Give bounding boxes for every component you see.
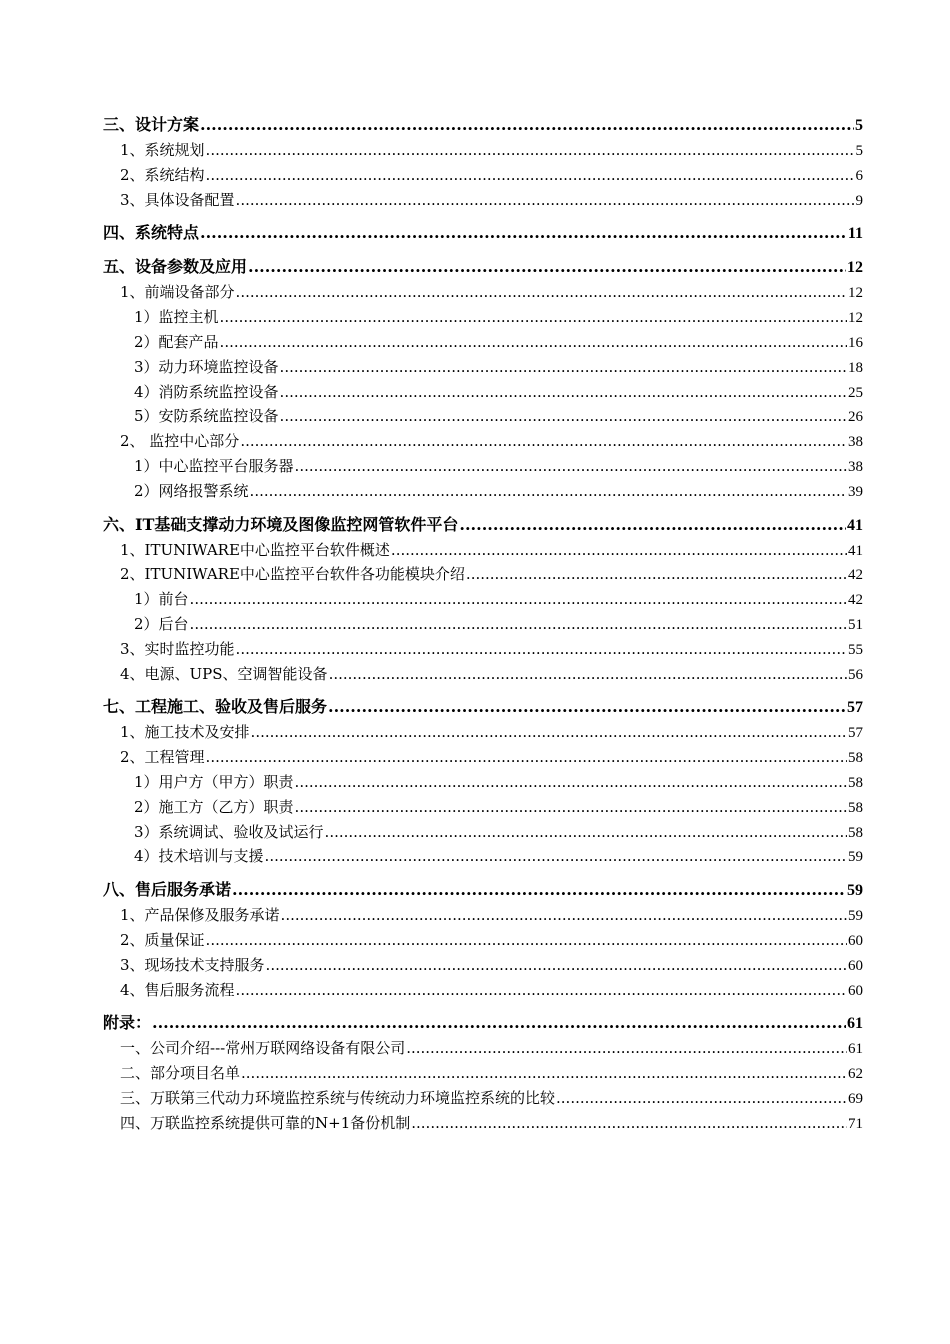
toc-page-number: 71 <box>848 1115 863 1132</box>
toc-entry-title: 2）后台 <box>134 614 189 633</box>
toc-dot-leader <box>190 612 847 637</box>
toc-entry[interactable] <box>103 694 863 720</box>
toc-dot-leader <box>325 820 847 845</box>
toc-entry[interactable] <box>103 404 863 429</box>
toc-entry-title: 4、售后服务流程 <box>120 980 235 999</box>
toc-dot-leader <box>280 380 847 405</box>
toc-entry-title: 八、售后服务承诺 <box>103 880 232 900</box>
toc-page-number: 58 <box>848 774 863 791</box>
toc-entry-title: 1）前台 <box>134 590 189 609</box>
toc-entry[interactable] <box>103 1111 863 1136</box>
toc-page-number: 26 <box>848 409 863 426</box>
toc-entry-title: 2、ITUNIWARE中心监控平台软件各功能模块介绍 <box>120 565 465 584</box>
toc-entry[interactable] <box>103 720 863 745</box>
toc-entry-title: 一、公司介绍---常州万联网络设备有限公司 <box>120 1039 406 1058</box>
toc-entry[interactable] <box>103 280 863 305</box>
toc-entry[interactable] <box>103 1061 863 1086</box>
toc-entry-title: 六、IT基础支撑动力环境及图像监控网管软件平台 <box>103 514 459 534</box>
toc-page-number: 5 <box>855 117 863 134</box>
toc-entry-title: 1、系统规划 <box>120 141 205 159</box>
toc-dot-leader <box>295 770 847 795</box>
toc-dot-leader <box>329 662 847 687</box>
toc-entry-title: 1）用户方（甲方）职责 <box>134 772 294 791</box>
toc-page-number: 59 <box>848 849 863 866</box>
toc-entry-title: 三、设计方案 <box>103 115 200 134</box>
toc-dot-leader <box>236 637 847 662</box>
toc-entry-title: 2）配套产品 <box>134 332 219 351</box>
toc-page-number: 59 <box>848 908 863 925</box>
toc-page-number: 41 <box>848 542 863 559</box>
toc-page-number: 18 <box>848 359 863 376</box>
toc-dot-leader <box>248 254 846 280</box>
toc-entry-title: 2、工程管理 <box>120 748 205 767</box>
toc-dot-leader <box>250 479 847 504</box>
toc-entry-title: 二、部分项目名单 <box>120 1064 241 1083</box>
table-of-contents <box>103 112 863 1136</box>
toc-entry-title: 1）监控主机 <box>134 308 219 327</box>
toc-entry-title: 2）网络报警系统 <box>134 481 249 500</box>
toc-entry-title: 3、具体设备配置 <box>120 190 235 209</box>
toc-page-number: 59 <box>847 882 863 900</box>
toc-entry[interactable] <box>103 380 863 405</box>
toc-entry-title: 3）动力环境监控设备 <box>134 357 279 376</box>
toc-entry-title: 1）中心监控平台服务器 <box>134 456 294 475</box>
toc-page-number: 69 <box>848 1090 863 1107</box>
toc-entry[interactable] <box>103 1036 863 1061</box>
toc-dot-leader <box>206 745 847 770</box>
toc-dot-leader <box>206 163 855 188</box>
toc-entry-title: 1、产品保修及服务承诺 <box>120 906 280 925</box>
toc-dot-leader <box>206 138 855 163</box>
toc-entry-title: 附录： <box>103 1013 152 1033</box>
toc-page-number: 57 <box>848 725 863 742</box>
toc-dot-leader <box>280 355 847 380</box>
toc-page-number: 60 <box>848 932 863 949</box>
toc-page-number: 55 <box>848 641 863 658</box>
toc-entry[interactable] <box>103 330 863 355</box>
toc-dot-leader <box>265 844 847 869</box>
toc-entry[interactable] <box>103 953 863 978</box>
toc-entry[interactable] <box>103 820 863 845</box>
toc-dot-leader <box>281 903 847 928</box>
toc-entry-title: 七、工程施工、验收及售后服务 <box>103 697 328 717</box>
toc-dot-leader <box>232 877 846 903</box>
toc-page-number: 38 <box>848 458 863 475</box>
toc-page-number: 25 <box>848 384 863 401</box>
toc-entry[interactable] <box>103 538 863 563</box>
toc-entry-title: 五、设备参数及应用 <box>103 257 248 277</box>
toc-page-number: 41 <box>847 516 863 534</box>
toc-entry-title: 1、前端设备部分 <box>120 283 235 302</box>
toc-entry[interactable] <box>103 355 863 380</box>
toc-entry[interactable] <box>103 112 863 138</box>
toc-dot-leader <box>236 188 855 213</box>
toc-page-number: 9 <box>855 192 863 209</box>
toc-dot-leader <box>241 1061 847 1086</box>
toc-entry[interactable] <box>103 637 863 662</box>
toc-entry[interactable] <box>103 903 863 928</box>
toc-entry[interactable] <box>103 454 863 479</box>
toc-entry[interactable] <box>103 928 863 953</box>
toc-dot-leader <box>556 1086 847 1111</box>
toc-page-number: 42 <box>848 592 863 609</box>
toc-entry-title: 2、 监控中心部分 <box>120 432 240 451</box>
toc-entry[interactable] <box>103 220 863 246</box>
toc-dot-leader <box>190 587 847 612</box>
toc-dot-leader <box>220 305 847 330</box>
toc-page-number: 56 <box>848 666 863 683</box>
toc-page-number: 60 <box>848 957 863 974</box>
toc-entry[interactable] <box>103 745 863 770</box>
toc-dot-leader <box>200 220 847 246</box>
toc-page-number: 39 <box>848 483 863 500</box>
toc-entry[interactable] <box>103 429 863 454</box>
toc-entry-title: 2、质量保证 <box>120 930 205 949</box>
toc-entry[interactable] <box>103 978 863 1003</box>
toc-page-number: 58 <box>848 750 863 767</box>
toc-dot-leader <box>152 1010 846 1036</box>
toc-entry[interactable] <box>103 188 863 213</box>
toc-page-number: 57 <box>847 699 863 717</box>
toc-page-number: 5 <box>855 143 863 159</box>
toc-entry[interactable] <box>103 795 863 820</box>
toc-entry[interactable] <box>103 1086 863 1111</box>
toc-entry-title: 4、电源、UPS、空调智能设备 <box>120 664 328 683</box>
toc-entry[interactable] <box>103 662 863 687</box>
toc-dot-leader <box>328 694 846 720</box>
toc-page-number: 60 <box>848 982 863 999</box>
toc-page-number: 12 <box>848 310 863 327</box>
toc-entry-title: 四、系统特点 <box>103 223 200 243</box>
toc-entry[interactable] <box>103 844 863 869</box>
toc-entry[interactable] <box>103 562 863 587</box>
toc-entry-title: 4）技术培训与支援 <box>134 847 264 866</box>
toc-page-number: 51 <box>848 616 863 633</box>
toc-dot-leader <box>236 978 847 1003</box>
toc-page-number: 12 <box>848 285 863 302</box>
toc-dot-leader <box>251 720 847 745</box>
toc-entry[interactable] <box>103 587 863 612</box>
toc-entry[interactable] <box>103 512 863 538</box>
toc-dot-leader <box>236 280 847 305</box>
toc-dot-leader <box>266 953 847 978</box>
toc-entry-title: 2、系统结构 <box>120 165 205 184</box>
toc-entry[interactable] <box>103 612 863 637</box>
toc-entry-title: 2）施工方（乙方）职责 <box>134 797 294 816</box>
toc-dot-leader <box>411 1111 847 1136</box>
toc-entry[interactable] <box>103 163 863 188</box>
toc-entry[interactable] <box>103 770 863 795</box>
toc-dot-leader <box>206 928 847 953</box>
toc-entry-title: 三、万联第三代动力环境监控系统与传统动力环境监控系统的比较 <box>120 1088 556 1107</box>
toc-page-number: 6 <box>855 167 863 184</box>
toc-page-number: 38 <box>848 434 863 451</box>
toc-entry-title: 1、ITUNIWARE中心监控平台软件概述 <box>120 540 390 559</box>
toc-entry[interactable] <box>103 138 863 163</box>
toc-page-number: 58 <box>848 799 863 816</box>
toc-page-number: 12 <box>847 259 863 277</box>
toc-dot-leader <box>295 795 847 820</box>
toc-entry[interactable] <box>103 479 863 504</box>
toc-dot-leader <box>406 1036 847 1061</box>
toc-dot-leader <box>240 429 847 454</box>
toc-page-number: 61 <box>847 1015 863 1033</box>
toc-page-number: 58 <box>848 824 863 841</box>
toc-page-number: 16 <box>848 334 863 351</box>
toc-entry[interactable] <box>103 1010 863 1036</box>
toc-entry-title: 3、实时监控功能 <box>120 639 235 658</box>
toc-entry-title: 3）系统调试、验收及试运行 <box>134 822 324 841</box>
toc-entry-title: 1、施工技术及安排 <box>120 723 250 742</box>
toc-dot-leader <box>391 538 847 563</box>
toc-page-number: 62 <box>848 1066 863 1083</box>
toc-entry[interactable] <box>103 305 863 330</box>
toc-page-number: 61 <box>848 1041 863 1058</box>
toc-entry[interactable] <box>103 254 863 280</box>
toc-dot-leader <box>459 512 846 538</box>
toc-page-number: 42 <box>848 567 863 584</box>
toc-entry-title: 4）消防系统监控设备 <box>134 382 279 401</box>
toc-dot-leader <box>220 330 847 355</box>
toc-dot-leader <box>295 454 847 479</box>
toc-entry[interactable] <box>103 877 863 903</box>
toc-page-number: 11 <box>847 225 863 243</box>
toc-entry-title: 3、现场技术支持服务 <box>120 955 265 974</box>
toc-entry-title: 5）安防系统监控设备 <box>134 407 279 426</box>
toc-dot-leader <box>280 404 847 429</box>
toc-dot-leader <box>466 562 847 587</box>
toc-entry-title: 四、万联监控系统提供可靠的N+1备份机制 <box>120 1113 411 1132</box>
toc-dot-leader <box>200 112 854 138</box>
